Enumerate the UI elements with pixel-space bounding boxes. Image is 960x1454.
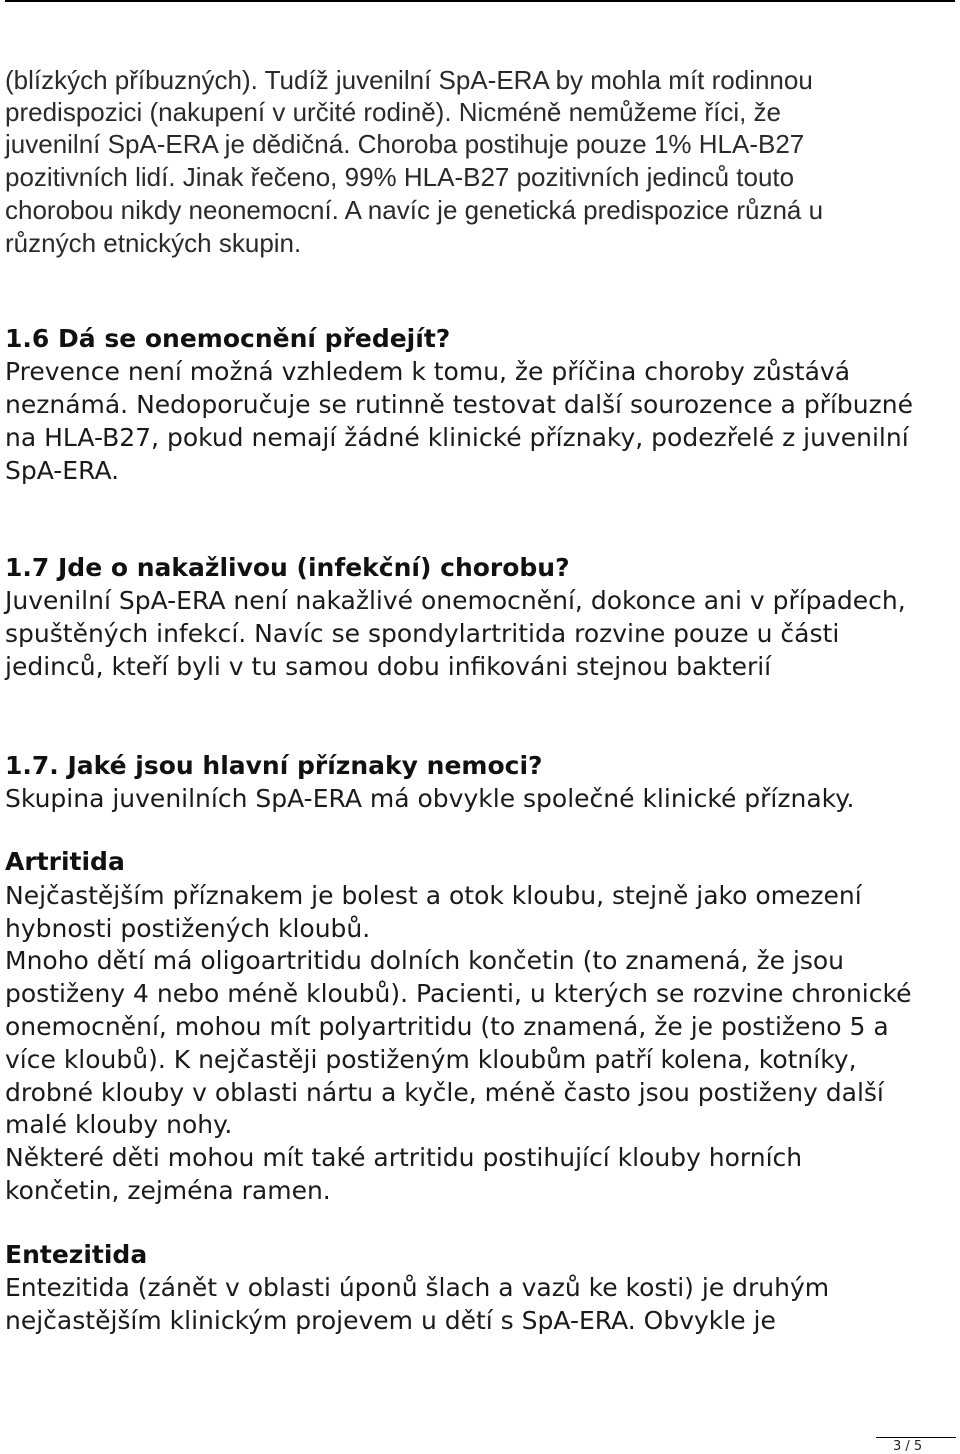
body-line: neznámá. Nedoporučuje se rutinně testovat další sourozence a příbuzné xyxy=(5,390,913,419)
body-line: malé klouby nohy. xyxy=(5,1110,233,1139)
body-line: Skupina juvenilních SpA-ERA má obvykle společné klinické příznaky. xyxy=(5,784,855,813)
subsection-heading: Entezitida xyxy=(5,1240,148,1269)
section-heading: 1.6 Dá se onemocnění předejít? xyxy=(5,324,451,353)
body-line: Nejčastějším příznakem je bolest a otok kloubu, stejně jako omezení xyxy=(5,881,862,910)
body-line: drobné klouby v oblasti nártu a kyčle, méně často jsou postiženy další xyxy=(5,1078,884,1107)
body-line: nejčastějším klinickým projevem u dětí s SpA-ERA. Obvykle je xyxy=(5,1306,776,1335)
body-line: Některé děti mohou mít také artritidu postihující klouby horních xyxy=(5,1143,803,1172)
body-line: postiženy 4 nebo méně kloubů). Pacienti, u kterých se rozvine chronické xyxy=(5,979,912,1008)
page-number: 3 / 5 xyxy=(893,1439,923,1454)
section-heading: 1.7 Jde o nakažlivou (infekční) chorobu? xyxy=(5,553,570,582)
body-line: Juvenilní SpA-ERA není nakažlivé onemocnění, dokonce ani v případech, xyxy=(5,586,906,615)
section-heading: 1.7. Jaké jsou hlavní příznaky nemoci? xyxy=(5,751,543,780)
body-line: různých etnických skupin. xyxy=(5,228,302,258)
top-rule xyxy=(5,0,955,2)
body-line: spuštěných infekcí. Navíc se spondylartritida rozvine pouze u části xyxy=(5,619,840,648)
body-line: na HLA-B27, pokud nemají žádné klinické příznaky, podezřelé z juvenilní xyxy=(5,423,909,452)
body-line: více kloubů). K nejčastěji postiženým kloubům patří kolena, kotníky, xyxy=(5,1045,857,1074)
body-line: Entezitida (zánět v oblasti úponů šlach a vazů ke kosti) je druhým xyxy=(5,1273,830,1302)
body-line: onemocnění, mohou mít polyartritidu (to znamená, že je postiženo 5 a xyxy=(5,1012,889,1041)
body-line: chorobou nikdy neonemocní. A navíc je genetická predispozice různá u xyxy=(5,195,824,225)
body-line: SpA-ERA. xyxy=(5,456,120,485)
body-line: jedinců, kteří byli v tu samou dobu infikováni stejnou bakterií xyxy=(5,652,772,681)
body-line: Prevence není možná vzhledem k tomu, že příčina choroby zůstává xyxy=(5,357,851,386)
subsection-heading: Artritida xyxy=(5,847,125,876)
body-line: pozitivních lidí. Jinak řečeno, 99% HLA-B27 pozitivních jedinců touto xyxy=(5,162,795,192)
body-line: končetin, zejména ramen. xyxy=(5,1176,331,1205)
body-line: predispozici (nakupení v určité rodině). Nicméně nemůžeme říci, že xyxy=(5,97,782,127)
body-line: hybnosti postižených kloubů. xyxy=(5,914,371,943)
body-line: juvenilní SpA-ERA je dědičná. Choroba postihuje pouze 1% HLA-B27 xyxy=(5,129,805,159)
body-line: (blízkých příbuzných). Tudíž juvenilní SpA-ERA by mohla mít rodinnou xyxy=(5,65,813,95)
footer-rule xyxy=(876,1437,956,1438)
body-line: Mnoho dětí má oligoartritidu dolních končetin (to znamená, že jsou xyxy=(5,946,845,975)
